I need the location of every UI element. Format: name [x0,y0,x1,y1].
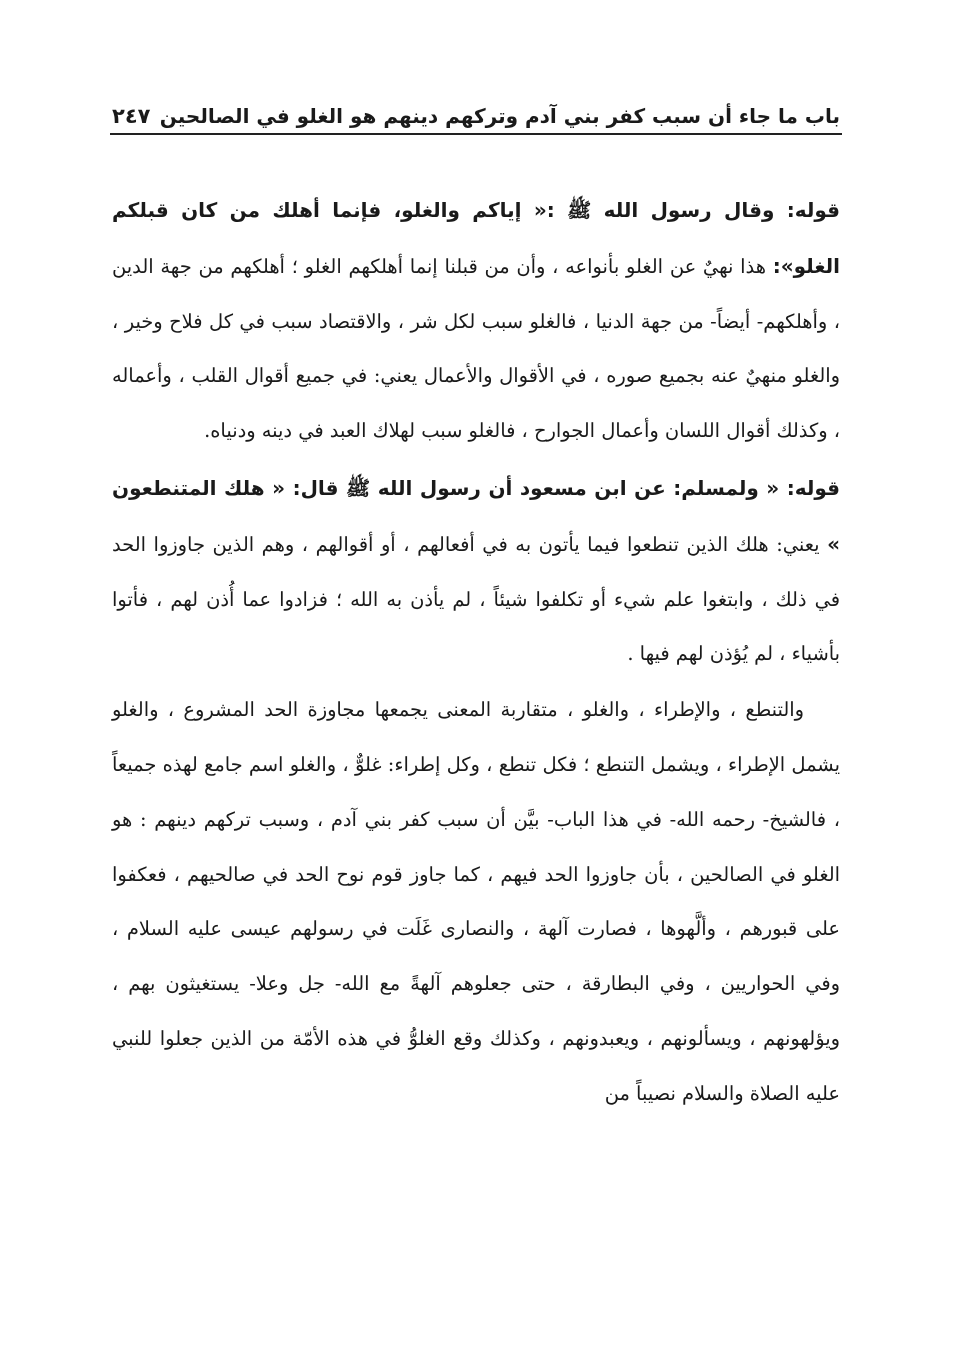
page-body [112,183,840,1122]
paragraph-text: هذا نهيٌ عن الغلو بأنواعه ، وأن من قبلنا إنما أهلكهم الغلو ؛ أهلكهم من جهة الدين ، وأهلكهم- أيضاً- من جهة الدنيا ، فالغلو سبب لكل شر ، والاقتصاد سبب في كل فلاح وخير ، والغلو منهيٌ عنه بجميع صوره ، في الأقوال والأعمال يعني: في جميع أقوال القلب ، وأعماله ، وكذلك أقوال اللسان وأعمال الجوارح ، فالغلو سبب لهلاك العبد في دينه ودنياه. [112,254,840,443]
scan-speck [144,1306,145,1307]
paragraph-3 [112,682,840,1121]
paragraph-text: والتنطع ، والإطراء ، والغلو ، متقاربة المعنى يجمعها مجاوزة الحد المشروع ، والغلو يشمل الإطراء ، ويشمل التنطع ؛ فكل تنطع ، وكل إطراء: غلوٌّ ، والغلو اسم جامع لهذه جميعاً ، فالشيخ- رحمه الله- في هذا الباب- بيَّن أن سبب كفر بني آدم ، وسبب تركهم دينهم : هو الغلو في الصالحين ، بأن جاوزوا الحد فيهم ، كما جاوز قوم نوح الحد في صالحيهم ، فعكفوا على قبورهم ، وألَّهوها ، فصارت آلهة ، والنصارى غَلَت في رسولهم عيسى عليه السلام ، وفي الحواريين ، وفي البطارقة ، حتى جعلوهم آلهةً مع الله- جل وعلا- يستغيثون بهم ، ويؤلهونهم ، ويسألونهم ، ويعبدونهم ، وكذلك وقع الغلوُّ في هذه الأمّة من الذين جعلوا للنبي عليه الصلاة والسلام نصيباً من [112,698,840,1105]
page-number: ٢٤٧ [112,104,151,128]
page-header [112,92,840,128]
paragraph-2 [112,461,840,682]
paragraph-heading: قوله: وقال رسول الله ﷺ :« إياكم والغلو، فإنما أهلك من كان قبلكم الغلو»: [112,198,840,278]
paragraph-text: يعني: هلك الذين تنطعوا فيما يأتون به في أفعالهم ، أو أقوالهم ، وهم الذين جاوزوا الحد في ذلك ، وابتغوا علم شيء أو تكلفوا شيئاً ، لم يأذن به الله ؛ فزادوا عما أُذن لهم ، فأتوا بأشياء ، لم يُؤذن لهم فيها . [112,532,840,666]
paragraph-heading: قوله: « ولمسلم: عن ابن مسعود أن رسول الله ﷺ قال: « هلك المتنطعون » [112,475,840,556]
header-rule [110,133,842,135]
running-title: باب ما جاء أن سبب كفر بني آدم وتركهم دينهم هو الغلو في الصالحين [159,104,840,128]
paragraph-1 [112,183,840,459]
